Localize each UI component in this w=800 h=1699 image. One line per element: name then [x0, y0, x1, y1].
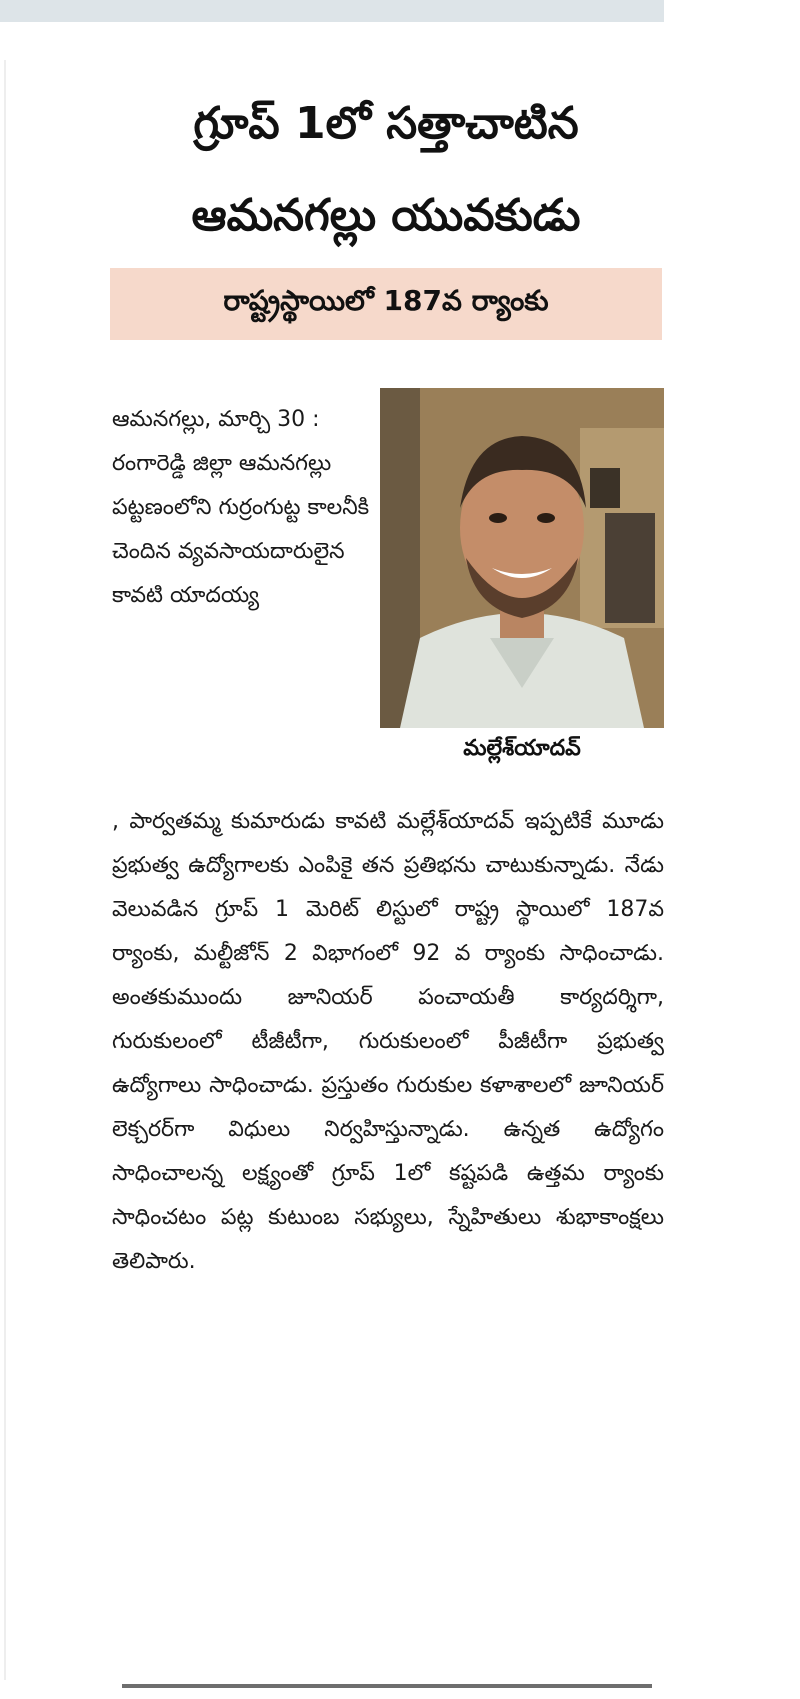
subheadline-banner [110, 268, 662, 340]
article-body: , పార్వతమ్మ కుమారుడు కావటి మల్లేశ్‌యాదవ్‌ ఇప్పటికే మూడు ప్రభుత్వ ఉద్యోగాలకు ఎంపికై తన ప్రతిభను చాటుకున్నాడు. నేడు వెలువడిన గ్రూప్ 1 మెరిట్ లిస్టులో రాష్ట్ర స్థాయిలో 187వ ర్యాంకు, మల్టీజోన్ 2 విభాగంలో 92 వ ర్యాంకు సాధించాడు. అంతకుముందు జూనియర్ పంచాయతీ కార్యదర్శిగా, గురుకులంలో టీజీటీగా, గురుకులంలో పీజీటీగా ప్రభుత్వ ఉద్యోగాలు సాధించాడు. ప్రస్తుతం గురుకుల కళాశాలలో జూనియర్ లెక్చరర్‌గా విధులు నిర్వహిస్తున్నాడు. ఉన్నత ఉద్యోగం సాధించాలన్న లక్ష్యంతో గ్రూప్ 1లో కష్టపడి ఉత్తమ ర్యాంకు సాధించటం పట్ల కుటుంబ సభ్యులు, స్నేహితులు శుభాకాంక్షలు తెలిపారు. [112, 809, 664, 1274]
top-header-strip [0, 0, 664, 22]
subheadline: రాష్ట్రస్థాయిలో 187వ ర్యాంకు [223, 284, 549, 317]
column-divider [4, 60, 6, 1680]
headline: గ్రూప్ 1లో సత్తాచాటిన ఆమనగల్లు యువకుడు [191, 98, 581, 241]
portrait-illustration [380, 388, 664, 728]
portrait-photo [380, 388, 664, 728]
dateline-intro: ఆమనగల్లు, మార్చి 30 : రంగారెడ్డి జిల్లా ఆమనగల్లు పట్టణంలోని గుర్రంగుట్ట కాలనీకి చెందిన వ్యవసాయదారులైన కావటి యాదయ్య [112, 407, 370, 608]
photo-caption: మల్లేశ్‌యాదవ్ [463, 736, 581, 761]
bottom-rule [122, 1684, 652, 1688]
